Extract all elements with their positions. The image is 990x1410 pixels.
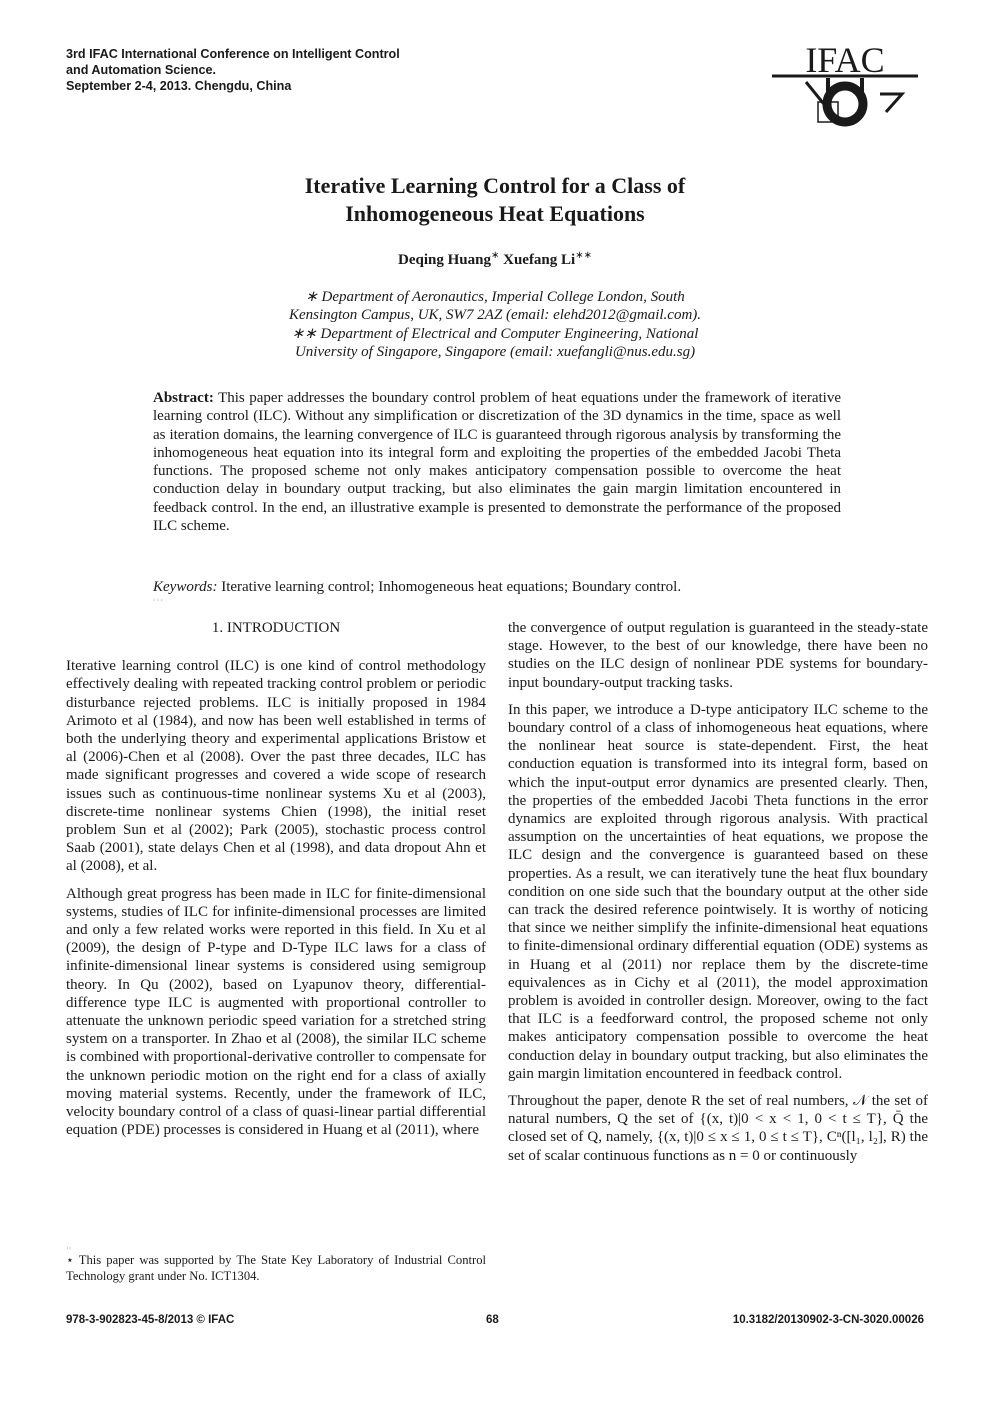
conference-info: [66, 46, 486, 94]
conference-line: and Automation Science.: [66, 63, 216, 77]
keywords: [153, 578, 841, 596]
author-name: Deqing Huang: [398, 252, 491, 268]
affiliations: [150, 288, 840, 361]
body-paragraph: Although great progress has been made in ILC for finite-dimensional systems, studies of ILC for infinite-dimensional processes are limited and only a few related works were reported in this field. In Xu et al (2009), the design of P-type and D-Type ILC laws for a class of infinite-dimensional linear systems is considered using semigroup theory. In Qu (2002), based on Lyapunov theory, differential-difference type ILC is augmented with proportional controller to attenuate the unknown periodic speed variation for a stretched string system on a transporter. In Zhao et al (2008), the similar ILC scheme is combined with proportional-derivative controller to compensate for the unknown periodic motion on the right end for a class of axially moving material systems. Recently, under the framework of ILC, velocity boundary control of a class of quasi-linear partial differential equation (PDE) processes is considered in Huang et al (2011), where: [66, 885, 486, 1139]
keywords-separator: ···: [153, 596, 164, 605]
abstract: [153, 389, 841, 535]
affiliation-line: Kensington Campus, UK, SW7 2AZ (email: elehd2012@gmail.com).: [288, 307, 702, 324]
keywords-text: Iterative learning control; Inhomogeneous heat equations; Boundary control.: [221, 579, 682, 595]
authors: [150, 250, 840, 269]
author-mark: ∗∗: [575, 250, 592, 261]
logo-text: IFAC: [805, 42, 885, 80]
body-paragraph: Throughout the paper, denote R the set of real numbers, 𝒩 the set of natural numbers, Q the set of {(x, t)|0 < x < 1, 0 < t ≤ T}, Q̄ the closed set of Q, namely, {(x, t)|0 ≤ x ≤ 1, 0 ≤ t ≤ T}, Cⁿ([l₁, l₂], R) the set of scalar continuous functions as n = 0 or continuously: [508, 1093, 928, 1164]
author-mark: ∗: [490, 250, 500, 261]
keywords-label: Keywords:: [153, 579, 218, 595]
body-paragraph: the convergence of output regulation is guaranteed in the steady-state stage. However, to the best of our knowledge, there have been no studies on the ILC design of nonlinear PDE systems for boundary-input boundary-output tracking tasks.: [508, 620, 928, 691]
footnote-separator: ··: [66, 1244, 72, 1253]
abstract-label: Abstract:: [153, 390, 214, 406]
conference-line: September 2-4, 2013. Chengdu, China: [66, 79, 292, 93]
title-line: Iterative Learning Control for a Class of: [304, 173, 686, 198]
left-column: [66, 619, 486, 1148]
footer-isbn: 978-3-902823-45-8/2013 © IFAC: [66, 1314, 235, 1326]
conference-line: 3rd IFAC International Conference on Intelligent Control: [66, 47, 400, 61]
paper-title: [150, 172, 840, 228]
page-number: 68: [486, 1314, 499, 1326]
body-paragraph: In this paper, we introduce a D-type anticipatory ILC scheme to the boundary control of a class of inhomogeneous heat equations, where the nonlinear heat source is state-dependent. First, the heat conduction equation is transformed into its integral form, based on which the input-output error dynamics are presented clearly. Then, the properties of the embedded Jacobi Theta functions in the error dynamics are exploited through rigorous analysis. With practical assumption on the uncertainties of heat equations, we propose the ILC design and the convergence is guaranteed based on these properties. As a result, we can iteratively tune the heat flux boundary condition on one side such that the boundary output at the other side can track the desired reference pointwisely. It is worthy of noticing that since we neither simplify the infinite-dimensional heat equations to finite-dimensional ordinary differential equation (ODE) systems as in Huang et al (2011) nor replace them by the discrete-time equivalences as in Cichy et al (2011), the model approximation problem is avoided in controller design. Moreover, owing to the fact that ILC is a feedforward control, the proposed scheme not only makes anticipatory compensation possible to overcome the heat conduction delay in boundary output tracking, but also eliminates the gain margin limitation encountered in feedback control.: [508, 701, 928, 1082]
affiliation-line: ∗∗ Department of Electrical and Computer Engineering, National: [291, 325, 699, 342]
ifac-logo-icon: [770, 42, 920, 132]
body-paragraph: Iterative learning control (ILC) is one kind of control methodology effectively dealing with repeated tracking control problem or periodic disturbance rejected problems. ILC is initially proposed in 1984 Arimoto et al (1984), and now has been well established in terms of both the underlying theory and experimental applications Bristow et al (2006)-Chen et al (2008). Over the past three decades, ILC has made significant progresses and covered a wide scope of research issues such as continuous-time nonlinear systems Xu et al (2003), discrete-time nonlinear systems Chien (1998), the initial reset problem Sun et al (2002); Park (2005), stochastic process control Saab (2001), state delays Chen et al (1998), and data dropout Ahn et al (2008), et al.: [66, 658, 486, 875]
section-heading: 1. INTRODUCTION: [211, 620, 341, 636]
right-column: [508, 619, 928, 1174]
ifac-logo: [770, 42, 920, 132]
affiliation-line: University of Singapore, Singapore (email: xuefangli@nus.edu.sg): [294, 343, 696, 360]
footer-doi: 10.3182/20130902-3-CN-3020.00026: [732, 1314, 924, 1326]
author-name: Xuefang Li: [503, 252, 576, 268]
title-line: Inhomogeneous Heat Equations: [345, 201, 645, 226]
affiliation-line: ∗ Department of Aeronautics, Imperial College London, South: [305, 289, 685, 305]
footnote: ⋆ This paper was supported by The State Key Laboratory of Industrial Control Technology grant under No. ICT1304.: [66, 1253, 486, 1283]
abstract-text: This paper addresses the boundary control problem of heat equations under the framework of iterative learning control (ILC). Without any simplification or discretization of the 3D dynamics in the time, space as well as iteration domains, the learning convergence of ILC is guaranteed through rigorous analysis by transforming the inhomogeneous heat equation into its integral form and exploiting the properties of the embedded Jacobi Theta functions. The proposed scheme not only makes anticipatory compensation possible to overcome the heat conduction delay in boundary output tracking, but also eliminates the gain margin limitation encountered in feedback control. In the end, an illustrative example is presented to demonstrate the performance of the proposed ILC scheme.: [153, 390, 841, 535]
